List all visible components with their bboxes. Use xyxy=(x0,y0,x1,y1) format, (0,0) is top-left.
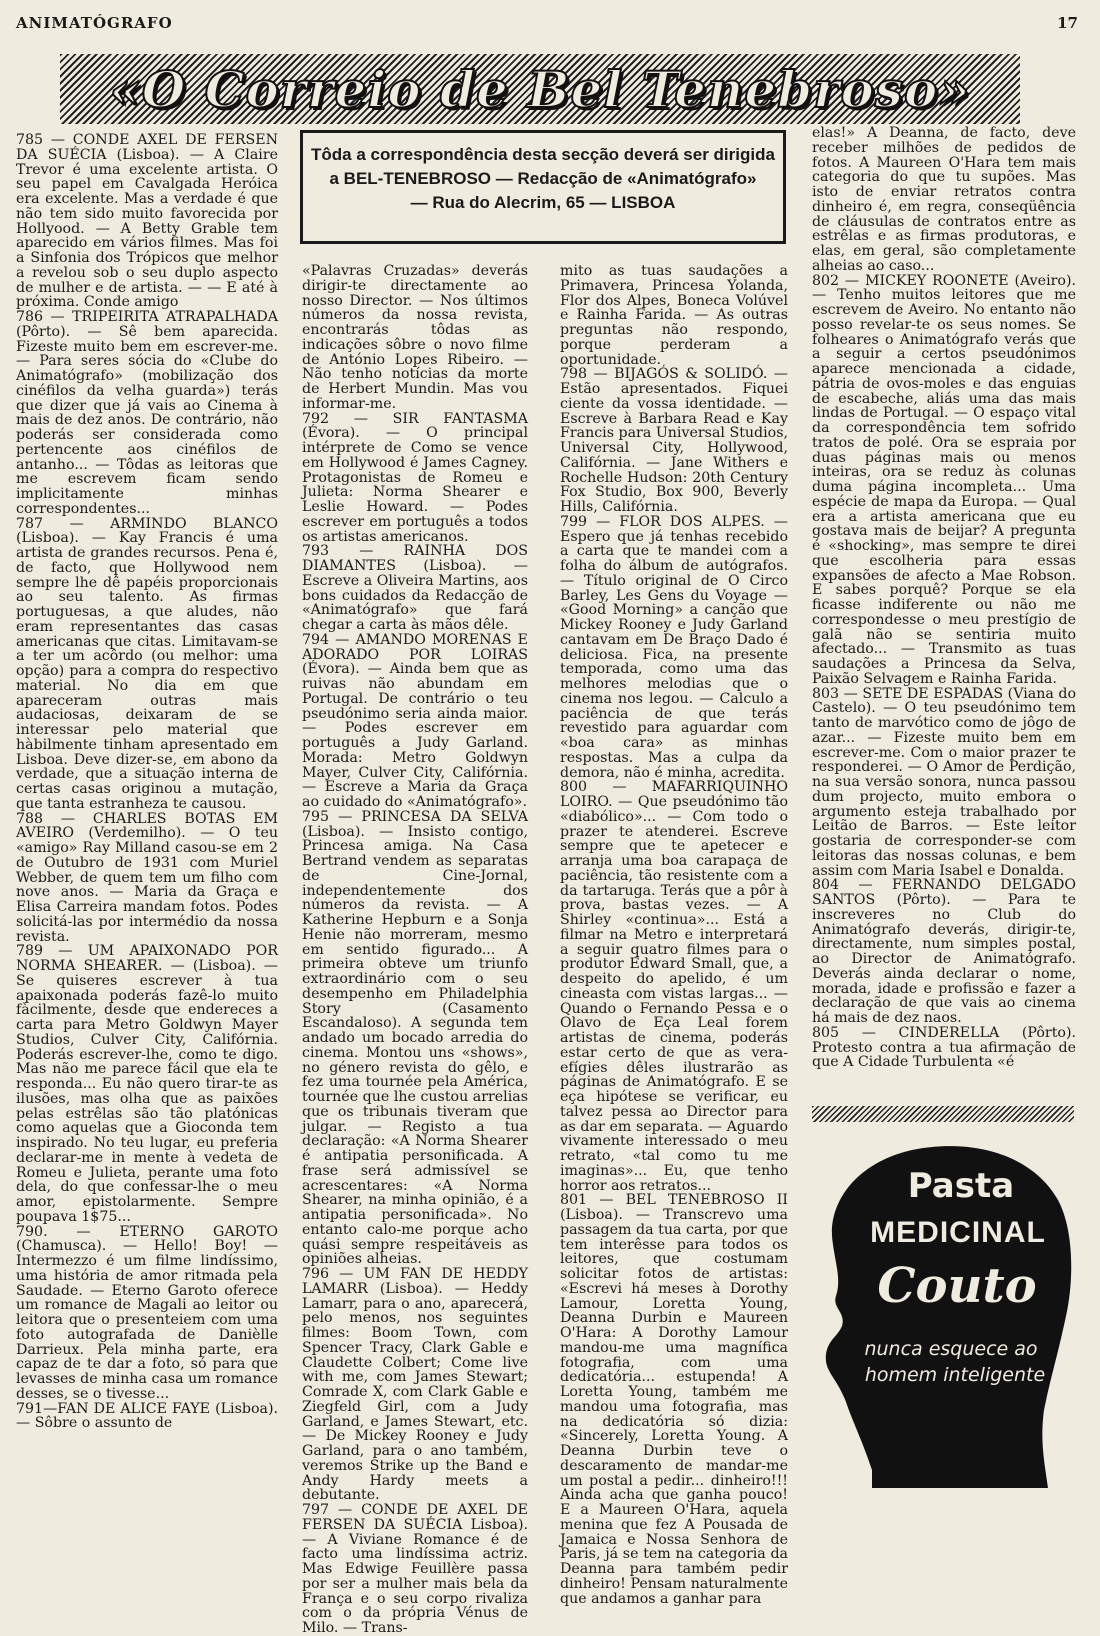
hatched-divider xyxy=(812,1106,1074,1122)
text-column-4 xyxy=(812,126,1076,1070)
letter-reply: 803 — SETE DE ESPADAS (Viana do Castelo). — O teu pseudónimo tem tanto de marvótico como de jôgo de azar... — Fizeste muito bem em escrever-me. Com o maior prazer te responderei. — O Amor de Perdição, na sua versão sonora, nunca passou dum projecto, muito embora o argumento esteja trabalhado por Leitão de Barros. — Este leitor gostaria de corresponder-se com leitoras das nossas colunas, e bem assim com Maria Isabel e Donalda. xyxy=(812,685,1076,879)
letter-reply: 796 — UM FAN DE HEDDY LAMARR (Lisboa). — Heddy Lamarr, para o ano, aparecerá, pelo menos, nos seguintes filmes: Boom Town, com Spencer Tracy, Clark Gable e Claudette Colbert; Come live with me, com James Stewart; Comrade X, com Clark Gable e Ziegfeld Girl, com a Judy Garland, e James Stewart, etc. — De Mickey Rooney e Judy Garland, para o ano também, veremos Strike up the Band e Andy Hardy meets a debutante. xyxy=(302,1266,528,1504)
letter-reply: 800 — MAFARRIQUINHO LOIRO. — Que pseudónimo tão «diabólico»... — Com todo o prazer te atenderei. Escreve sempre que te apetecer e arranja uma boa carapaça de paciência, tão resistente com a da tartaruga. Terás que a pôr à prova, bastas vezes. — A Shirley «continua»... Está a filmar na Metro e interpretará a seguir quatro filmes para o produtor Edward Small, que, a despeito do apelido, é um cineasta com vistas largas... — Quando o Fernando Pessa e o Olavo de Eça Leal forem artistas de cinema, poderás estar certo de que as vera-efígies dêles ilustrarão as páginas de Animatógrafo. E se eça hipótese se verificar, eu talvez pessa ao Director para as dar em separata. — Aguardo vivamente interessado o meu retrato, «tal como tu me imaginas»... Eu, que tenho horror aos retratos... xyxy=(560,779,788,1194)
text-column-3 xyxy=(560,264,788,1606)
letter-reply: 791—FAN DE ALICE FAYE (Lisboa). — Sôbre o assunto de xyxy=(16,1400,278,1432)
letter-reply: 794 — AMANDO MORENAS E ADORADO POR LOIRAS (Évora). — Ainda bem que as ruivas não abundam em Portugal. De contrário o teu pseudónimo seria ainda maior. — Podes escrever em português a Judy Garland. Morada: Metro Goldwyn Mayer, Culver City, Califórnia. — Escreve a Maria da Graça ao cuidado do «Animatógrafo». xyxy=(302,631,528,810)
letter-reply: 795 — PRINCESA DA SELVA (Lisboa). — Insisto contigo, Princesa amiga. Na Casa Bertrand vendem as separatas de Cine-Jornal, independentemente dos números da revista. — A Katherine Hepburn e a Sonja Henie não morreram, mesmo em sentido figurado... A primeira obteve um triunfo extraordinário com o seu desempenho em Philadelphia Story (Casamento Escandaloso). A segunda tem andado um bocado arredia do cinema. Montou uns «shows», no género revista do gêlo, e fez uma tournée pela América, tournée que lhe custou arrelias que os tribunais tiveram que julgar. — Registo a tua declaração: «A Norma Shearer é antipatia personificada. A frase será admissível se acrescentares: «A Norma Shearer, na minha opinião, é a antipatia personificada». No entanto calo-me porque acho quási sempre respeitáveis as opiniões alheias. xyxy=(302,808,528,1268)
letter-reply: 788 — CHARLES BOTAS EM AVEIRO (Verdemilho). — O teu «amigo» Ray Milland casou-se em 2 de Outubro de 1931 com Muriel Webber, de quem tem um filho com nove anos. — Maria da Graça e Elisa Carreira mandam fotos. Podes solicitá-las por intermédio da nossa revista. xyxy=(16,810,278,945)
ad-line-1: Pasta xyxy=(907,1166,1015,1206)
section-banner xyxy=(60,54,1020,124)
letter-reply: 804 — FERNANDO DELGADO SANTOS (Pôrto). — Para te inscreveres no Club do Animatógrafo deverás, dirigir-te, directamente, num simples postal, ao Director de Animatógrafo. Deverás ainda declarar o nome, morada, idade e profissão e fazer a declaração de que vais ao cinema há mais de dez naos. xyxy=(812,877,1076,1026)
pasta-medicinal-couto-advertisement xyxy=(812,1140,1076,1500)
letter-reply: 805 — CINDERELLA (Pôrto). Protesto contra a tua afirmação de que A Cidade Turbulenta «é xyxy=(812,1024,1076,1071)
letter-reply: 789 — UM APAIXONADO POR NORMA SHEARER. — (Lisboa). — Se quiseres escrever à tua apaixonada poderás fazê-lo muito fàcilmente, desde que endereces a carta para Metro Goldwyn Mayer Studios, Culver City, Califórnia. Poderás escrever-lhe, como te digo. Mas não me parece fácil que ela te responda... Eu não quero tirar-te as ilusões, mas olha que as paixões pelas estrêlas são tão platónicas como aquelas que a Gioconda tem inspirado. No teu lugar, eu preferia declarar-me in mente à vedeta de Romeu e Julieta, perante uma foto dela, do que confessar-lhe o meu amor, epistolarmente. Sempre poupava 1$75... xyxy=(16,943,278,1225)
notice-line: Tôda a correspondência desta secção deverá ser dirigida xyxy=(311,145,775,164)
section-title: «O Correio de Bel Tenebroso» xyxy=(109,60,971,119)
letter-reply: 786 — TRIPEIRITA ATRAPALHADA (Pôrto). — Sê bem aparecida. Fizeste muito bem em escrever-me. — Para seres sócia do «Clube do Animatógrafo» (mobilização dos cinéfilos da velha guarda») terás que dizer que já vais ao Cinema à mais de dez anos. De contrário, não poderás ser considerada como pertencente aos cinéfilos de antanho... — Tôdas as leitoras que me escrevem ficam sendo implicitamente minhas correspondentes... xyxy=(16,309,278,517)
letter-reply: 793 — RAINHA DOS DIAMANTES (Lisboa). — Escreve a Oliveira Martins, aos bons cuidados da Redacção de «Animatógrafo» que fará chegar a carta às mãos dêle. xyxy=(302,543,528,633)
letter-reply: 797 — CONDE DE AXEL DE FERSEN DA SUÉCIA Lisboa). — A Viviane Romance é de facto uma lindíssima actriz. Mas Edwige Feuillère passa por ser a mulher mais bela da França e o seu corpo rivaliza com o da própria Vénus de Milo. — Trans- xyxy=(302,1502,528,1636)
page-number: 17 xyxy=(1057,14,1078,32)
letter-reply: 801 — BEL TENEBROSO II (Lisboa). — Transcrevo uma passagem da tua carta, por que tem interêsse para todos os leitores, que costumam solicitar fotos de artistas: «Escrevi há meses à Dorothy Lamour, Loretta Young, Deanna Durbin e Maureen O'Hara: A Dorothy Lamour mandou-me uma magnífica fotografia, com uma dedicatória... estupenda! A Loretta Young, também me mandou uma fotografia, mas na dedicatória só dizia: «Sincerely, Loretta Young. A Deanna Durbin teve o descaramento de mandar-me um postal a pedir... dinheiro!!! Ainda acha que ganha pouco! E a Maureen O'Hara, aquela menina que fez A Pousada de Jamaica e Nossa Senhora de Paris, já se tem na categoria da Deanna para também pedir dinheiro! Pensam naturalmente que andamos a ganhar para xyxy=(560,1192,788,1607)
ad-brand: Couto xyxy=(877,1258,1037,1314)
letter-reply: 792 — SIR FANTASMA (Évora). — O principal intérprete de Como se vence em Hollywood é James Cagney. Protagonistas de Romeu e Julieta: Norma Shearer e Leslie Howard. — Podes escrever em português a todos os artistas americanos. xyxy=(302,410,528,545)
notice-line: — Rua do Alecrim, 65 — LISBOA xyxy=(410,193,676,212)
notice-line: a BEL-TENEBROSO — Redacção de «Animatógrafo» xyxy=(329,169,757,188)
ad-slogan-2: homem inteligente xyxy=(864,1364,1046,1386)
letter-reply: 802 — MICKEY ROONETE (Aveiro). — Tenho muitos leitores que me escrevem de Aveiro. No entanto não posso revelar-te os seus nomes. Se folheares o Animatógrafo verás que a seguir a certos pseudónimos aparece mencionada a cidade, pátria de ovos-moles e das enguias de escabeche, aliás uma das mais lindas de Portugal. — O espaço vital da correspondência tem sofrido tratos de polé. Ora se espraia por duas páginas mais ou menos inteiras, ora se reduz às colunas duma página incompleta... Uma espécie de mapa da Europa. — Qual era a artista americana que eu gostava mais de beijar? A pregunta é «shocking», mas sempre te direi que escolheria para essas expansões de afecto a Mae Robson. E sabes porquê? Porque se ela ficasse indiferente ou não me correspondesse o meu prestígio de galã não se sentiria muito afectado... — Transmito as tuas saudações a Princesa da Selva, Paixão Selvagem e Rainha Farida. xyxy=(812,272,1076,687)
magazine-name: ANIMATÓGRAFO xyxy=(16,14,173,32)
letter-reply: mito as tuas saudações a Primavera, Princesa Yolanda, Flor dos Alpes, Boneca Volúvel e Rainha Farida. — As outras preguntas não respondo, porque perderam a oportunidade. xyxy=(560,263,788,368)
text-column-1 xyxy=(16,133,278,1431)
letter-reply: 785 — CONDE AXEL DE FERSEN DA SUÉCIA (Lisboa). — A Claire Trevor é uma excelente artista. O seu papel em Cavalgada Heróica era excelente. Mas a verdade é que não tem sido muito favorecida por Hollyood. — A Betty Grable tem aparecido em vários filmes. Mas foi a Sinfonia dos Trópicos que melhor a revelou sob o seu duplo aspecto de mulher e de artista. — — E até à próxima. Conde amigo xyxy=(16,132,278,311)
letter-reply: «Palavras Cruzadas» deverás dirigir-te directamente ao nosso Director. — Nos últimos números da nossa revista, encontrarás tôdas as indicações sôbre o novo filme de António Lopes Ribeiro. — Não tenho notícias da morte de Herbert Mundin. Mas vou informar-me. xyxy=(302,263,528,412)
letter-reply: 799 — FLOR DOS ALPES. — Espero que já tenhas recebido a carta que te mandei com a folha do álbum de autógrafos. — Título original de O Circo Barley, Les Gens du Voyage — «Good Morning» a canção que Mickey Rooney e Judy Garland cantavam em De Braço Dado é deliciosa. Fica, na presente temporada, como uma das melhores melodias que o cinema nos legou. — Calculo a paciência de que terás revestido para aguardar com «boa cara» as minhas respostas. Mas a culpa da demora, não é minha, acredita. xyxy=(560,513,788,781)
text-column-2 xyxy=(302,264,528,1636)
letter-reply: 798 — BIJAGÓS & SOLIDÓ. — Estão apresentados. Fiquei ciente da vossa identidade. — Escreve à Barbara Read e Kay Francis para Universal Studios, Universal City, Hollywood, Califórnia. — Jane Withers e Rochelle Hudson: 20th Century Fox Studio, Box 900, Beverly Hills, Califórnia. xyxy=(560,366,788,515)
ad-line-2: MEDICINAL xyxy=(870,1216,1046,1249)
correspondence-notice-box xyxy=(300,130,786,244)
ad-slogan-1: nunca esquece ao xyxy=(864,1338,1038,1360)
page-header xyxy=(16,14,1078,38)
letter-reply: 787 — ARMINDO BLANCO (Lisboa). — Kay Francis é uma artista de grandes recursos. Pena é, de facto, que Hollywood nem sempre lhe dê papéis proporcionais ao seu talento. As firmas portuguesas, a que aludes, não eram representantes das casas americanas que citas. Limitavam-se a ter um acôrdo (ou melhor: uma opção) para a compra do respectivo material. No dia em que apareceram outras mais audaciosas, deixaram de se interessar pelo material que hàbilmente tinham apresentado em Lisboa. Deve dizer-se, em abono da verdade, que a situação interna de certas casas originou a mutação, que tanta estranheza te causou. xyxy=(16,515,278,812)
letter-reply: elas!» A Deanna, de facto, deve receber milhões de pedidos de fotos. A Maureen O'Hara tem mais categoria do que tu supões. Mas isto de enviar retratos contra dinheiro é, em regra, conseqüência de cláusulas de contratos entre as estrêlas e as firmas produtoras, e elas, em geral, são completamente alheias ao caso... xyxy=(812,125,1076,274)
letter-reply: 790. — ETERNO GAROTO (Chamusca). — Hello! Boy! — Intermezzo é um filme lindíssimo, uma história de amor ritmada pela Saudade. — Eterno Garoto oferece um romance de Magali ao leitor ou leitora que o presenteiem com uma foto autografada de Danièlle Darrieux. Pela minha parte, era capaz de te dar a foto, só para que levasses de minha casa um romance desses, se o tivesse... xyxy=(16,1223,278,1402)
